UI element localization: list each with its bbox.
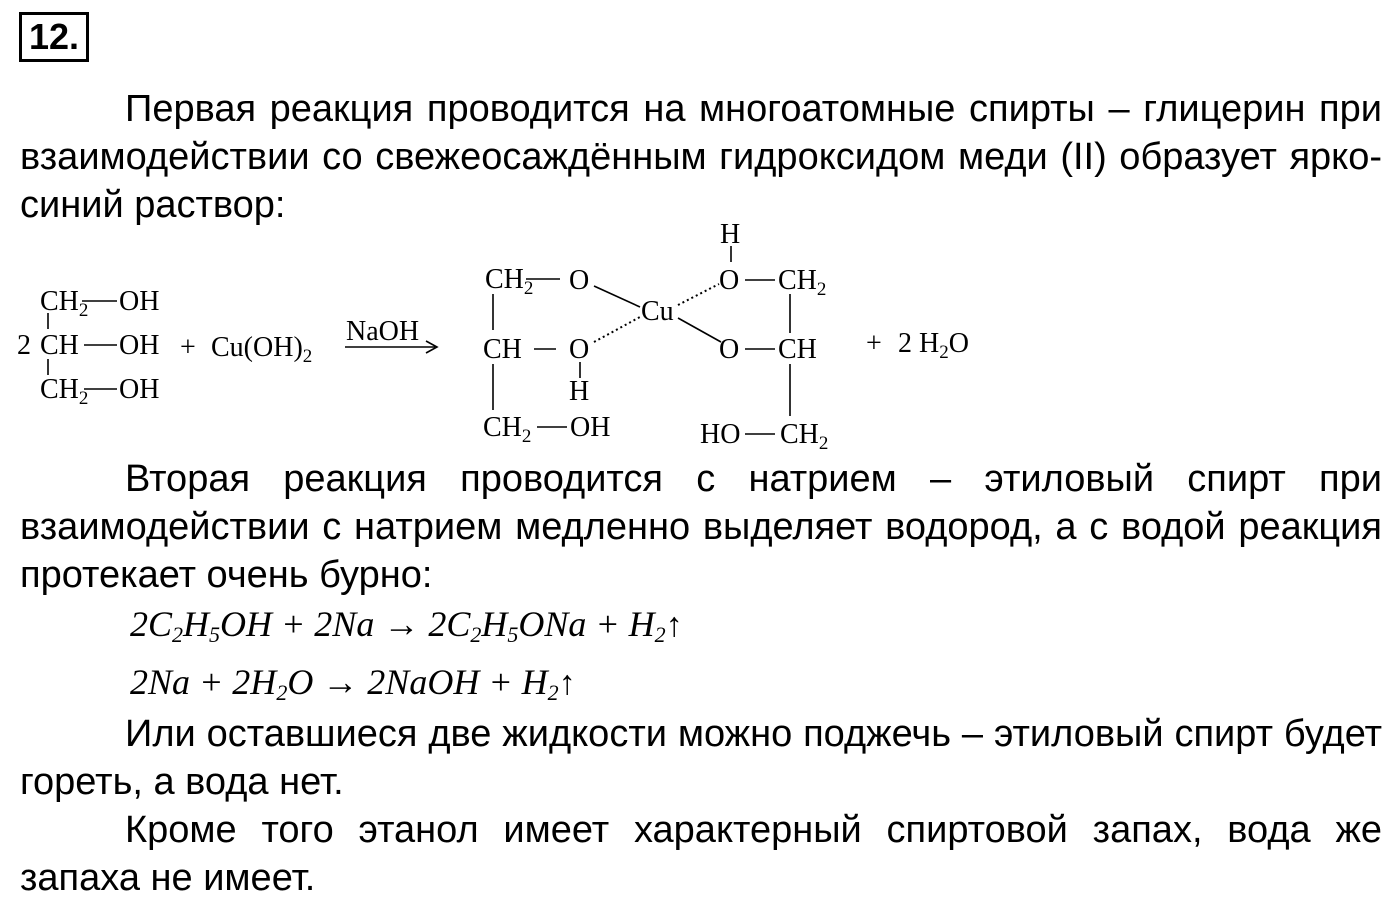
glycerol-coefficient: 2 xyxy=(17,330,31,361)
complex-right-middle-o: O xyxy=(719,334,740,365)
glycerol-copper-reaction-scheme xyxy=(0,215,1400,455)
water-product: 2 $H_2O$ xyxy=(898,328,969,363)
complex-right-bottom-ho: HO xyxy=(700,419,741,450)
complex-right-h: H xyxy=(720,219,741,250)
complex-left-top-o: O xyxy=(569,265,590,296)
complex-left-middle-o: O xyxy=(569,334,590,365)
complex-right-middle-ch: CH xyxy=(778,334,817,365)
equation-sodium-water: $2Na + 2H_2O$ → 2NaOH + $H_2↑$ xyxy=(130,662,576,705)
glycerol-bottom-oh: OH xyxy=(119,374,160,405)
glycerol-top-oh: OH xyxy=(119,286,160,317)
copper-center: Cu xyxy=(641,296,674,327)
paragraph-smell: Кроме того этанол имеет характерный спиртовой запах, вода же запаха не имеет. xyxy=(20,809,1382,899)
complex-left-top-ch2: $CH_2$ xyxy=(485,264,534,299)
catalyst-naoh: NaOH xyxy=(346,316,420,347)
glycerol-middle-ch: CH xyxy=(40,330,79,361)
paragraph-glycerol-reaction: Первая реакция проводится на многоатомные спирты – глицерин при взаимодействии со свежеосаждённым гидроксидом меди (II) образует ярко-синий раствор: xyxy=(20,88,1382,226)
glycerol-middle-oh: OH xyxy=(119,330,160,361)
complex-left-h: H xyxy=(569,376,590,407)
complex-left-middle-ch: CH xyxy=(483,334,522,365)
complex-left-bottom-oh: OH xyxy=(570,412,611,443)
problem-number-badge: 12. xyxy=(19,12,89,62)
glycerol-bottom-ch2: $CH_2$ xyxy=(40,374,89,409)
plus-sign: + xyxy=(180,332,196,363)
complex-right-bottom-ch2: $CH_2$ xyxy=(780,419,829,454)
paragraph-burning: Или оставшиеся две жидкости можно поджечь – этиловый спирт будет гореть, а вода нет. xyxy=(20,713,1382,803)
glycerol-top-ch2: $CH_2$ xyxy=(40,286,89,321)
paragraph-sodium-reaction: Вторая реакция проводится с натрием – этиловый спирт при взаимодействии с натрием медленно выделяет водород, а с водой реакция протекает очень бурно: xyxy=(20,458,1382,596)
equation-ethanol-sodium: $2C_2H_5OH + 2Na \to 2C_2H_5ONa$ + $H_2↑$ xyxy=(130,604,683,647)
complex-left-bottom-ch2: $CH_2$ xyxy=(483,412,532,447)
product-plus-sign: + xyxy=(866,328,882,359)
complex-right-top-ch2: $CH_2$ xyxy=(778,265,827,300)
copper-hydroxide: $Cu(OH)_2$ xyxy=(211,332,313,367)
complex-right-top-o: O xyxy=(719,265,740,296)
